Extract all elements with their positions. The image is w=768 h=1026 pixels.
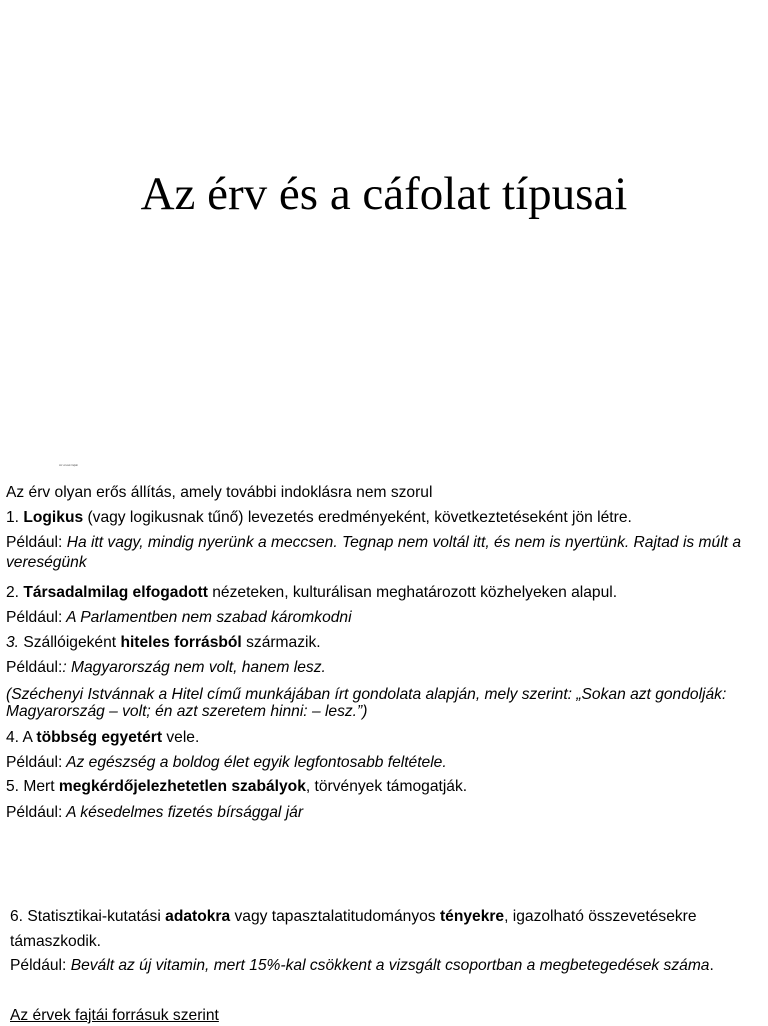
szechenyi-quote: (Széchenyi Istvánnak a Hitel című munkájában írt gondolata alapján, mely szerint: „Sokan azt gondolják: Magyarország – volt; én azt szeretem hinni: – lesz.”)	[6, 686, 727, 720]
item-5: 5. Mert megkérdőjelezhetetlen szabályok, törvények támogatják.	[6, 778, 468, 795]
example-2: Például: A Parlamentben nem szabad káromkodni	[6, 609, 352, 626]
item-4: 4. A többség egyetért vele.	[6, 729, 200, 746]
page-title: Az érv és a cáfolat típusai	[140, 168, 628, 220]
example-3: Például:: Magyarország nem volt, hanem lesz.	[6, 659, 326, 676]
example-5: Például: A késedelmes fizetés bírsággal jár	[6, 804, 304, 821]
item-1: 1. Logikus (vagy logikusnak tűnő) levezetés eredményeként, következtetéseként jön létre.	[6, 509, 632, 526]
intro-line: Az érv olyan erős állítás, amely további indoklásra nem szorul	[6, 484, 433, 501]
tiny-caption: Az érvek fajtái	[59, 463, 78, 467]
example-4: Például: Az egészség a boldog élet egyik legfontosabb feltétele.	[6, 754, 447, 771]
example-6: Például: Bevált az új vitamin, mert 15%-kal csökkent a vizsgált csoportban a megbetegedések száma.	[10, 957, 714, 974]
item-2: 2. Társadalmilag elfogadott nézeteken, kulturálisan meghatározott közhelyeken alapul.	[6, 584, 618, 601]
example-1: Például: Ha itt vagy, mindig nyerünk a meccsen. Tegnap nem voltál itt, és nem is nyertünk. Rajtad is múlt a vereségünk	[6, 534, 741, 571]
item-6: 6. Statisztikai-kutatási adatokra vagy tapasztalatitudományos tényekre, igazolható összevetésekre támaszkodik.	[10, 908, 697, 950]
section-heading-link[interactable]: Az érvek fajtái forrásuk szerint	[10, 1007, 219, 1024]
item-3: 3. Szállóigeként hiteles forrásból származik.	[6, 634, 321, 651]
